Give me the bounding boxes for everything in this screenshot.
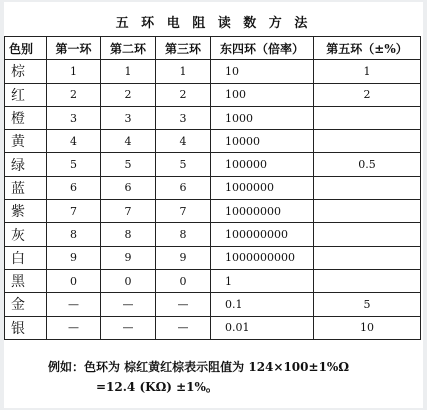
row-color-cell: 金 — [5, 293, 47, 316]
row-band1-cell: 5 — [47, 153, 101, 176]
row-band1-cell: — — [47, 316, 101, 339]
row-band2-cell: 4 — [101, 130, 156, 153]
row-band2-cell: 5 — [101, 153, 156, 176]
row-band3-cell: — — [156, 293, 211, 316]
row-band1-cell: 9 — [47, 246, 101, 269]
table-row — [5, 60, 421, 83]
row-tolerance-cell: 0.5 — [314, 153, 421, 176]
row-band3-cell: 8 — [156, 223, 211, 246]
example-note: 例如：色环为 棕红黄红棕表示阻值为 124×100±1%Ω — [48, 360, 349, 374]
table-row — [5, 153, 421, 176]
row-band2-cell: 9 — [101, 246, 156, 269]
table-row — [5, 246, 421, 269]
row-band3-cell: 9 — [156, 246, 211, 269]
row-multiplier-cell: 0.01 — [211, 316, 314, 339]
row-multiplier-cell: 10 — [211, 60, 314, 83]
row-band3-cell: 5 — [156, 153, 211, 176]
row-multiplier-cell: 1 — [211, 269, 314, 292]
row-band2-cell: 0 — [101, 269, 156, 292]
row-multiplier-cell: 100000000 — [211, 223, 314, 246]
row-tolerance-cell: 2 — [314, 83, 421, 106]
row-color-cell: 紫 — [5, 200, 47, 223]
row-multiplier-cell: 100 — [211, 83, 314, 106]
row-tolerance-cell — [314, 200, 421, 223]
row-band2-cell: 6 — [101, 176, 156, 199]
row-multiplier-cell: 10000000 — [211, 200, 314, 223]
row-band3-cell: 1 — [156, 60, 211, 83]
table-row — [5, 223, 421, 246]
row-band2-cell: — — [101, 316, 156, 339]
row-band2-cell: — — [101, 293, 156, 316]
table-row — [5, 293, 421, 316]
row-tolerance-cell — [314, 223, 421, 246]
row-band3-cell: 3 — [156, 106, 211, 129]
row-color-cell: 红 — [5, 83, 47, 106]
row-color-cell: 黑 — [5, 269, 47, 292]
row-band3-cell: 7 — [156, 200, 211, 223]
header-multiplier: 东四环（倍率） — [211, 37, 314, 60]
row-tolerance-cell: 10 — [314, 316, 421, 339]
header-band3: 第三环 — [156, 37, 211, 60]
table-header-row — [5, 37, 421, 60]
row-color-cell: 棕 — [5, 60, 47, 83]
row-color-cell: 银 — [5, 316, 47, 339]
row-tolerance-cell — [314, 176, 421, 199]
row-multiplier-cell: 10000 — [211, 130, 314, 153]
row-color-cell: 绿 — [5, 153, 47, 176]
row-band1-cell: 2 — [47, 83, 101, 106]
row-tolerance-cell: 5 — [314, 293, 421, 316]
row-band2-cell: 7 — [101, 200, 156, 223]
row-band3-cell: 2 — [156, 83, 211, 106]
table-row — [5, 269, 421, 292]
row-color-cell: 白 — [5, 246, 47, 269]
row-band2-cell: 1 — [101, 60, 156, 83]
row-multiplier-cell: 0.1 — [211, 293, 314, 316]
row-band1-cell: 7 — [47, 200, 101, 223]
row-multiplier-cell: 1000000 — [211, 176, 314, 199]
row-color-cell: 黄 — [5, 130, 47, 153]
row-band1-cell: 4 — [47, 130, 101, 153]
table-row — [5, 130, 421, 153]
row-band3-cell: — — [156, 316, 211, 339]
row-band3-cell: 6 — [156, 176, 211, 199]
row-band2-cell: 3 — [101, 106, 156, 129]
header-band2: 第二环 — [101, 37, 156, 60]
row-color-cell: 橙 — [5, 106, 47, 129]
row-color-cell: 蓝 — [5, 176, 47, 199]
row-tolerance-cell — [314, 269, 421, 292]
row-band1-cell: 6 — [47, 176, 101, 199]
row-multiplier-cell: 1000000000 — [211, 246, 314, 269]
table-row — [5, 316, 421, 339]
row-tolerance-cell — [314, 130, 421, 153]
table-row — [5, 83, 421, 106]
resistor-color-table — [4, 36, 421, 340]
table-row — [5, 176, 421, 199]
example-note-result: =12.4 (KΩ) ±1%。 — [96, 380, 218, 394]
header-tolerance: 第五环（±%） — [314, 37, 421, 60]
row-band1-cell: 0 — [47, 269, 101, 292]
row-multiplier-cell: 100000 — [211, 153, 314, 176]
row-band1-cell: — — [47, 293, 101, 316]
page-title: 五 环 电 阻 读 数 方 法 — [115, 16, 312, 31]
row-band1-cell: 3 — [47, 106, 101, 129]
table-row — [5, 200, 421, 223]
row-band1-cell: 8 — [47, 223, 101, 246]
row-band3-cell: 4 — [156, 130, 211, 153]
row-band2-cell: 2 — [101, 83, 156, 106]
row-multiplier-cell: 1000 — [211, 106, 314, 129]
row-color-cell: 灰 — [5, 223, 47, 246]
row-band1-cell: 1 — [47, 60, 101, 83]
document-page — [4, 2, 423, 408]
row-band2-cell: 8 — [101, 223, 156, 246]
table-row — [5, 106, 421, 129]
row-tolerance-cell — [314, 246, 421, 269]
row-tolerance-cell: 1 — [314, 60, 421, 83]
row-tolerance-cell — [314, 106, 421, 129]
header-color: 色别 — [5, 37, 47, 60]
header-band1: 第一环 — [47, 37, 101, 60]
row-band3-cell: 0 — [156, 269, 211, 292]
